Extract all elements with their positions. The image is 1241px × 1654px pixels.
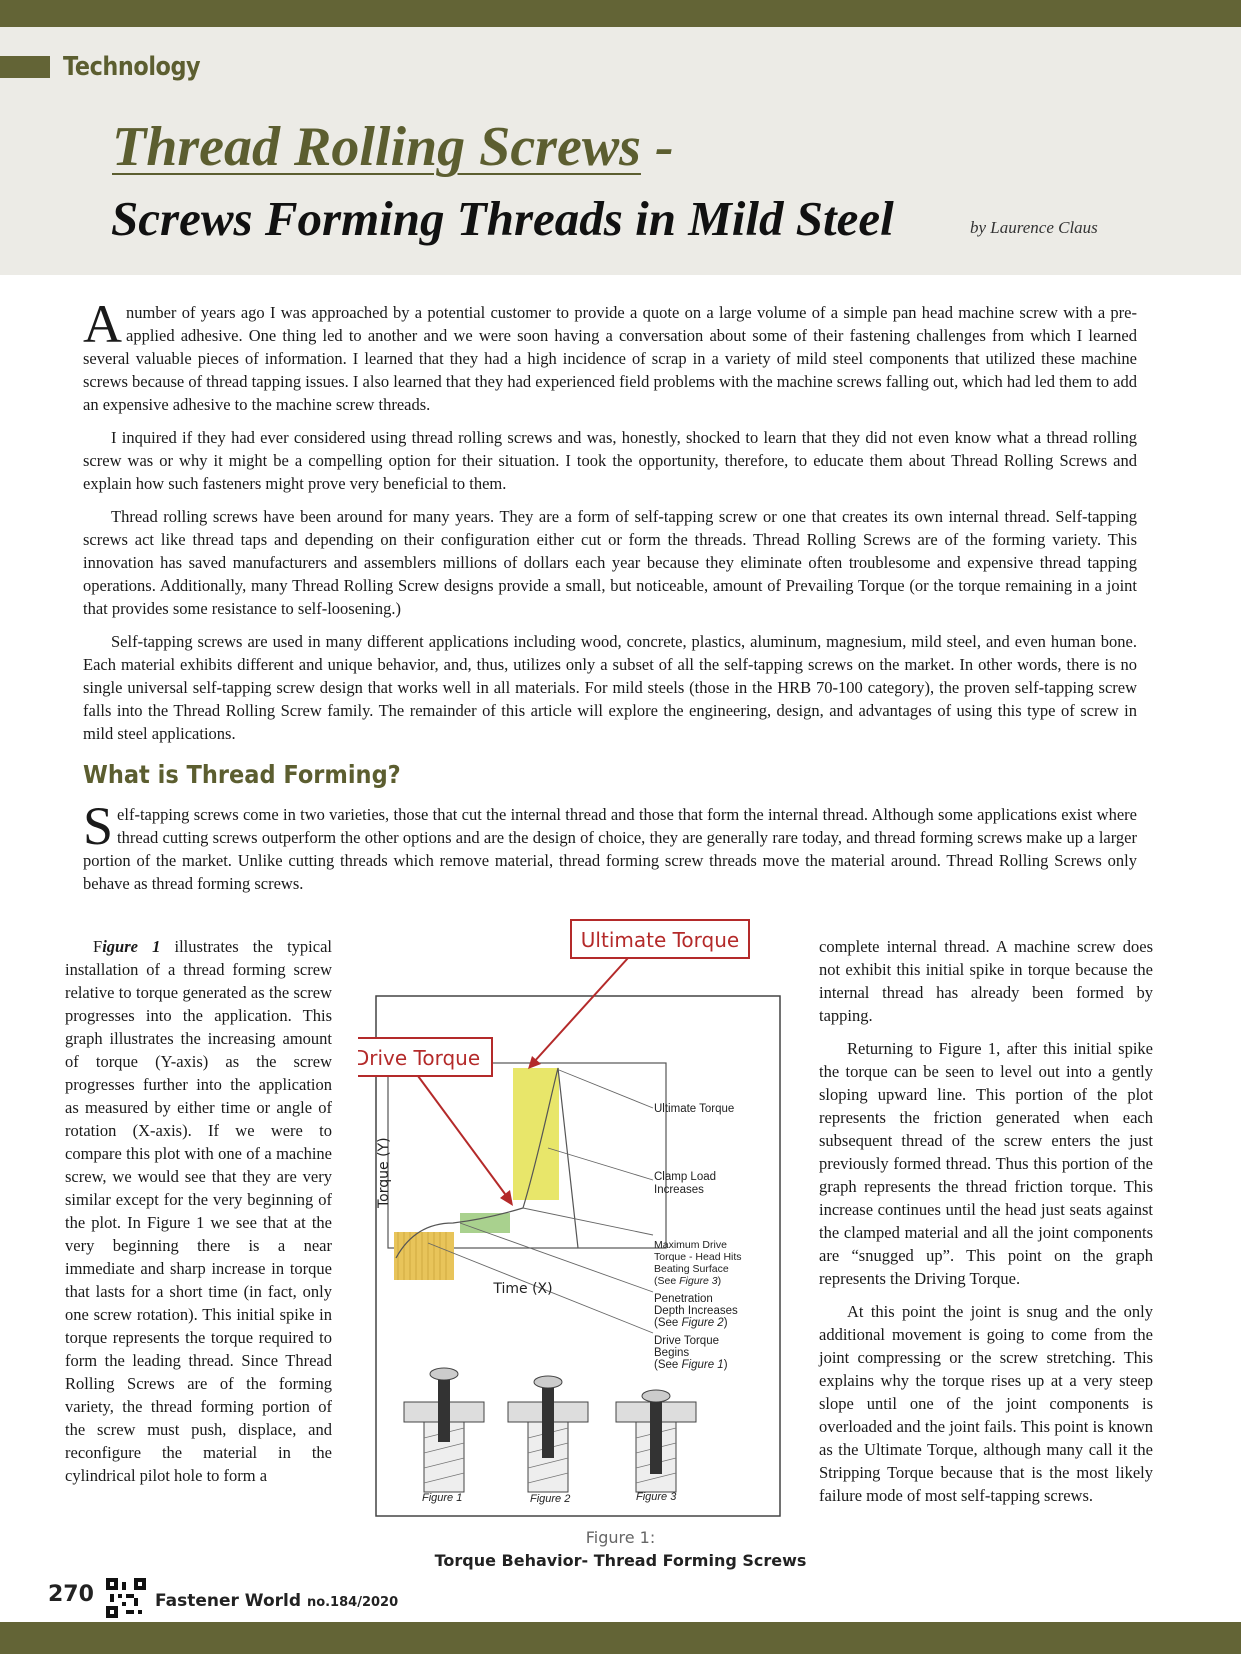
issue-number: no.184/2020	[306, 1595, 399, 1610]
drop-cap: A	[83, 294, 122, 354]
thread-forming-zone	[394, 1232, 454, 1280]
right-column-paragraph-1: complete internal thread. A machine screw does not exhibit this initial spike in torque because the internal thread has already been formed by tapping.	[819, 937, 1153, 1025]
figure-ref: igure 1	[102, 937, 161, 956]
figure-caption-number: Figure 1:	[585, 1528, 656, 1547]
article-title-dash: -	[640, 116, 674, 178]
byline: by Laurence Claus	[970, 218, 1098, 237]
right-column-paragraph-2: Returning to Figure 1, after this initial spike the torque can be seen to level out into a gently sloping upward line. This portion of the plot represents the friction generated when each subsequent thread of the screw enters the just previously formed thread. Thus this portion of the graph represents the thread friction torque. This increase continues until the head just seats against the clamped material and all the joint components are “snugged up”. This point on the graph represents the Driving Torque.	[819, 1039, 1153, 1288]
section-label: Technology	[63, 52, 201, 82]
intro-paragraph-1-text: number of years ago I was approached by a potential customer to provide a quote on a large volume of a simple pan head machine screw with a pre-applied adhesive. One thing led to another and we were soon having a conversation about some of their fastening challenges from which I learned several valuable pieces of information. I learned that they had a high incidence of scrap in a variety of mild steel components that utilized these machine screws because of thread tapping issues. I also learned that they had experienced field problems with the machine screws falling out, which had led them to add an expensive adhesive to the machine screw threads.	[83, 303, 1137, 414]
figure-1	[358, 918, 808, 1558]
label-clamp-1: Clamp Load	[654, 1171, 717, 1183]
label-maxdrive-1: Maximum Drive	[654, 1239, 727, 1251]
torque-diagram	[358, 918, 808, 1558]
section2-paragraph-1	[83, 796, 1137, 895]
label-pen-1: Penetration	[654, 1293, 713, 1305]
magazine-title: Fastener World	[155, 1591, 302, 1611]
article-title	[112, 115, 674, 179]
right-column-paragraph-3: At this point the joint is snug and the only additional movement is going to come from the joint compressing or the screw stretching. This explains why the torque rises up at a very steep slope until one of the joint components is overloaded and the joint fails. This point is known as the Ultimate Torque, although many call it the Stripping Torque because that is the most likely failure mode of most self-tapping screws.	[819, 1302, 1153, 1505]
label-maxdrive-2: Torque - Head Hits	[654, 1251, 742, 1263]
left-column-text: illustrates the typical installation of a thread forming screw relative to torque generated as the screw progresses into the application. This graph illustrates the increasing amount of torque (Y-axis) as the screw progresses further into the application as measured by either time or angle of rotation (X-axis). If we were to compare this plot with one of a machine screw, we would see that they are very similar except for the very beginning of the plot. In Figure 1 we see that at the very beginning there is a near immediate and sharp increase in torque that lasts for a short time (in fact, only one screw rotation). This initial spike in torque represents the torque required to form the leading thread. Since Thread Rolling Screws are of the forming variety, the thread forming portion of the screw must push, displace, and reconfigure the material in the cylindrical pilot hole to form a	[65, 937, 332, 1485]
magazine-name	[155, 1591, 398, 1611]
ultimate-torque-callout: Ultimate Torque	[580, 928, 740, 952]
section-heading: What is Thread Forming?	[83, 760, 401, 789]
intro-paragraph-3: Thread rolling screws have been around for many years. They are a form of self-tapping screw or one that creates its own internal thread. Self-tapping screws act like thread taps and depending on their configuration either cut or form the threads. Thread Rolling Screws are of the forming variety. This innovation has saved manufacturers and assemblers millions of dollars each year because they eliminate often troublesome and expensive thread tapping operations. Additionally, many Thread Rolling Screw designs provide a small, but noticeable, amount of Prevailing Torque (or the torque remaining in a joint that provides some resistance to self-loosening.)	[83, 507, 1137, 618]
intro-text	[83, 294, 1137, 755]
right-column	[819, 935, 1153, 1517]
intro-paragraph-1	[83, 294, 1137, 416]
left-column-paragraph	[65, 935, 332, 1487]
label-begin-2: Begins	[654, 1347, 690, 1359]
figure-ref-lead: F	[93, 937, 103, 956]
sub-figure-labels	[422, 1491, 677, 1505]
left-column	[65, 935, 332, 1497]
qr-code-icon	[106, 1578, 146, 1618]
ultimate-torque-zone	[513, 1068, 559, 1200]
sub-figure-label-3: Figure 3	[636, 1491, 677, 1503]
section2-paragraph-1-text: elf-tapping screws come in two varieties, those that cut the internal thread and those that form the internal thread. Although some applications exist where thread cutting screws outperform the other options and are the design of choice, they are generally rare today, and thread forming screws make up a larger portion of the market. Unlike cutting threads which remove material, thread forming screw threads move the material around. Thread Rolling Screws only behave as thread forming screws.	[83, 805, 1137, 893]
page-number: 270	[48, 1582, 94, 1607]
label-pen-2: Depth Increases	[654, 1305, 738, 1317]
label-maxdrive-3: Beating Surface	[654, 1263, 729, 1275]
x-axis-label: Time (X)	[493, 1281, 553, 1297]
label-clamp-2: Increases	[654, 1184, 704, 1196]
label-begin-1: Drive Torque	[654, 1335, 719, 1347]
sub-figure-label-2: Figure 2	[530, 1493, 571, 1505]
label-ultimate-torque: Ultimate Torque	[654, 1103, 735, 1115]
drop-cap: S	[83, 796, 114, 856]
section-marker	[0, 56, 50, 78]
label-begin-3: (See Figure 1)	[654, 1359, 728, 1371]
intro-paragraph-2: I inquired if they had ever considered using thread rolling screws and was, honestly, shocked to learn that they did not even know what a thread rolling screw was or why it might be a compelling option for their situation. I took the opportunity, therefore, to educate them about Thread Rolling Screws and explain how such fasteners might prove very beneficial to them.	[83, 428, 1137, 493]
section2-text	[83, 796, 1137, 905]
top-color-bar	[0, 0, 1241, 27]
label-pen-3: (See Figure 2)	[654, 1317, 728, 1329]
sub-figure-label-1: Figure 1	[422, 1492, 463, 1504]
thread-friction-zone	[460, 1213, 510, 1233]
drive-torque-callout: Drive Torque	[358, 1046, 481, 1070]
bottom-color-bar	[0, 1622, 1241, 1654]
intro-paragraph-4: Self-tapping screws are used in many different applications including wood, concrete, plastics, aluminum, magnesium, mild steel, and even human bone. Each material exhibits different and unique behavior, and, thus, utilizes only a subset of all the self-tapping screws on the market. In other words, there is no single universal self-tapping screw design that works well in all materials. For mild steels (those in the HRB 70-100 category), the proven self-tapping screw falls into the Thread Rolling Screw family. The remainder of this article will explore the engineering, design, and advantages of using this type of screw in mild steel applications.	[83, 632, 1137, 743]
y-axis-label: Torque (Y)	[376, 1137, 392, 1208]
label-maxdrive-4: (See Figure 3)	[654, 1275, 722, 1287]
article-title-main: Thread Rolling Screws	[112, 116, 641, 178]
figure-caption-title: Torque Behavior- Thread Forming Screws	[434, 1551, 807, 1570]
article-subtitle: Screws Forming Threads in Mild Steel	[111, 191, 894, 246]
